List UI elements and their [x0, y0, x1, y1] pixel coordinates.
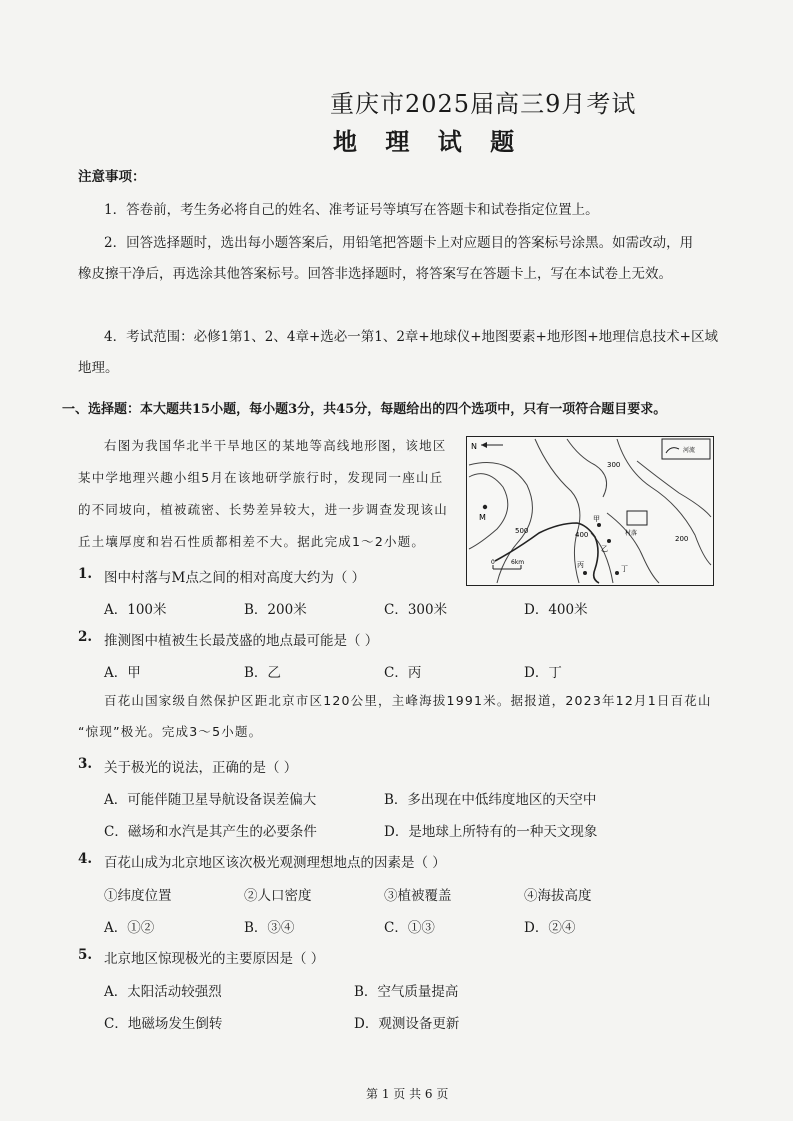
passage-1-line-2: 某中学地理兴趣小组5月在该地研学旅行时，发现同一座山丘	[78, 470, 444, 485]
map-label-bing: 丙	[577, 561, 584, 569]
map-label-500: 500	[515, 527, 529, 535]
q4-stem: 百花山成为北京地区该次极光观测理想地点的因素是（ ）	[104, 855, 446, 871]
point-bing	[583, 571, 587, 575]
map-label-north: N	[471, 442, 477, 451]
map-label-village: 村落	[625, 530, 638, 537]
q4-option-c: C．①③	[384, 920, 435, 936]
q1-option-b: B．200米	[244, 602, 307, 618]
q5-option-a: A．太阳活动较强烈	[104, 984, 222, 1000]
map-label-legend: 河流	[683, 447, 696, 454]
q1-stem: 图中村落与M点之间的相对高度大约为（ ）	[104, 570, 366, 586]
q4-factor-1: ①纬度位置	[104, 888, 172, 904]
q3-option-d: D．是地球上所特有的一种天文现象	[384, 824, 598, 840]
q2-option-a: A．甲	[104, 665, 141, 681]
notice-item-4-line-2: 地理。	[78, 360, 119, 376]
q4-factor-3: ③植被覆盖	[384, 888, 452, 904]
q3-option-c: C．磁场和水汽是其产生的必要条件	[104, 824, 317, 840]
q1-option-d: D．400米	[524, 602, 588, 618]
q2-option-b: B．乙	[244, 665, 281, 681]
map-label-300: 300	[607, 461, 621, 469]
notice-item-2-line-1: 2．回答选择题时，选出每小题答案后，用铅笔把答题卡上对应题目的答案标号涂黑。如需改动，用	[104, 235, 694, 251]
notice-heading: 注意事项：	[78, 169, 146, 185]
map-label-200: 200	[675, 535, 689, 543]
passage-2-line-2: “惊现”极光。完成3～5小题。	[78, 724, 263, 739]
contour-line-1	[469, 474, 508, 549]
q4-option-b: B．③④	[244, 920, 295, 936]
contour-line-7	[607, 513, 659, 583]
point-m	[483, 505, 487, 509]
q3-option-b: B．多出现在中低纬度地区的天空中	[384, 792, 597, 808]
section-1-heading: 一、选择题：本大题共15小题，每小题3分，共45分，每题给出的四个选项中，只有一项符合题目要求。	[62, 402, 667, 417]
q2-option-d: D．丁	[524, 665, 562, 681]
q1-option-a: A．100米	[104, 602, 167, 618]
q3-stem: 关于极光的说法，正确的是（ ）	[104, 760, 298, 776]
q1-number: 1.	[78, 566, 93, 582]
map-label-scale-6km: 6km	[511, 559, 525, 566]
notice-item-4-line-1: 4．考试范围：必修1第1、2、4章+选必一第1、2章+地球仪+地图要素+地形图+地理信息技术+区域	[104, 329, 718, 345]
map-label-400: 400	[575, 531, 589, 539]
map-label-yi: 乙	[601, 545, 608, 553]
point-ding	[615, 571, 619, 575]
q5-option-b: B．空气质量提高	[354, 984, 459, 1000]
village-box	[627, 511, 647, 525]
q4-option-a: A．①②	[104, 920, 155, 936]
q2-number: 2.	[78, 629, 93, 645]
q4-factor-2: ②人口密度	[244, 888, 312, 904]
page-footer: 第 1 页 共 6 页	[366, 1087, 449, 1101]
q4-number: 4.	[78, 851, 93, 867]
passage-1-line-3: 的不同坡向，植被疏密、长势差异较大，进一步调查发现该山	[78, 502, 448, 517]
contour-map	[466, 436, 714, 586]
q1-option-c: C．300米	[384, 602, 448, 618]
q5-number: 5.	[78, 947, 93, 963]
contour-line-5	[617, 439, 711, 565]
exam-title: 重庆市2025届高三9月考试	[330, 90, 637, 118]
legend-river-symbol	[666, 448, 679, 453]
map-label-m: M	[479, 513, 486, 522]
q2-option-c: C．丙	[384, 665, 422, 681]
map-label-scale-0: 0	[491, 559, 495, 566]
q4-factor-4: ④海拔高度	[524, 888, 592, 904]
contour-line-4	[567, 439, 607, 497]
contour-line-3	[535, 439, 580, 583]
notice-item-1: 1．答卷前，考生务必将自己的姓名、准考证号等填写在答题卡和试卷指定位置上。	[104, 202, 599, 218]
map-label-ding: 丁	[621, 565, 628, 573]
subject-title: 地 理 试 题	[333, 127, 525, 156]
passage-1-line-4: 丘土壤厚度和岩石性质都相差不大。据此完成1～2小题。	[78, 534, 426, 549]
point-yi	[607, 539, 611, 543]
q5-option-d: D．观测设备更新	[354, 1016, 460, 1032]
map-label-jia: 甲	[593, 515, 600, 523]
q4-option-d: D．②④	[524, 920, 576, 936]
q5-option-c: C．地磁场发生倒转	[104, 1016, 223, 1032]
north-arrow-head	[481, 442, 487, 448]
q3-option-a: A．可能伴随卫星导航设备误差偏大	[104, 792, 317, 808]
point-jia	[597, 523, 601, 527]
passage-1-line-1: 右图为我国华北半干旱地区的某地等高线地形图，该地区	[104, 438, 447, 453]
q2-stem: 推测图中植被生长最茂盛的地点最可能是（ ）	[104, 633, 379, 649]
passage-2-line-1: 百花山国家级自然保护区距北京市区120公里，主峰海拔1991米。据报道，2023年12月1日百花山	[104, 693, 712, 708]
contour-map-drawing	[467, 437, 713, 585]
notice-item-2-line-2: 橡皮擦干净后，再选涂其他答案标号。回答非选择题时，将答案写在答题卡上，写在本试卷上无效。	[78, 266, 672, 282]
q3-number: 3.	[78, 756, 93, 772]
q5-stem: 北京地区惊现极光的主要原因是（ ）	[104, 951, 325, 967]
contour-line-6	[637, 461, 711, 517]
